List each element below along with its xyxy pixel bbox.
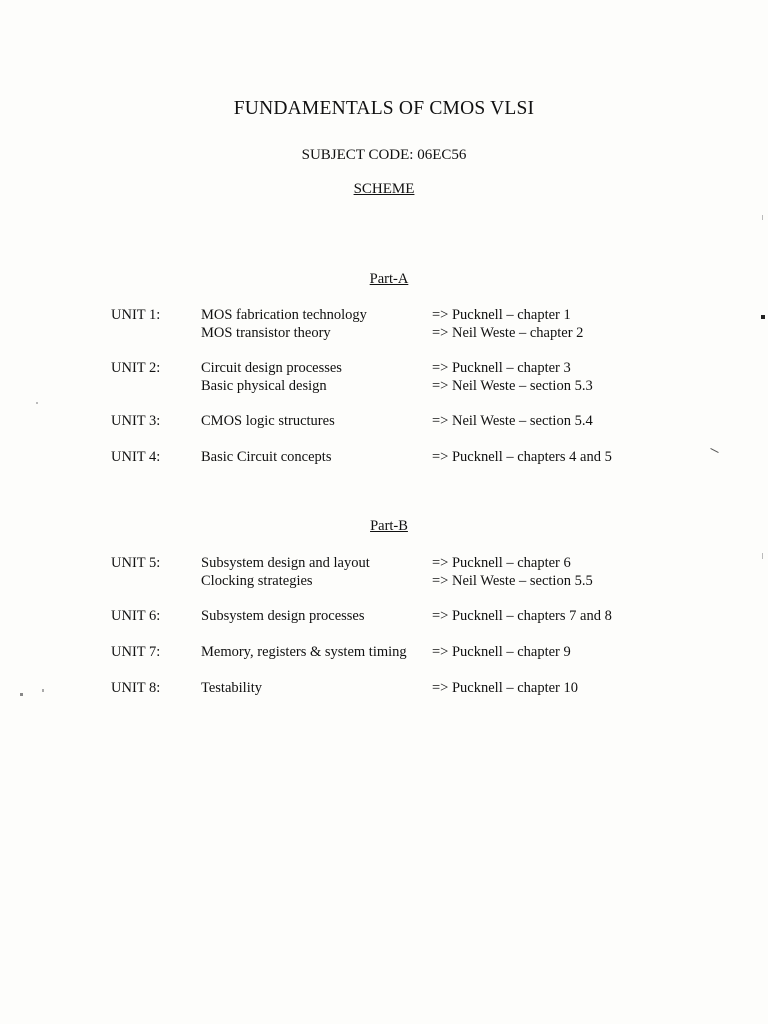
topic-line: CMOS logic structures xyxy=(201,413,335,429)
unit-topics xyxy=(201,359,342,395)
scan-speck xyxy=(762,215,763,220)
unit-topics xyxy=(201,448,331,466)
reference-line: => Pucknell – chapter 9 xyxy=(432,644,571,660)
unit-references xyxy=(432,306,583,342)
reference-line: => Neil Weste – section 5.3 xyxy=(432,378,593,394)
reference-line: => Pucknell – chapter 6 xyxy=(432,555,571,571)
topic-line: Basic Circuit concepts xyxy=(201,449,332,465)
reference-line: => Neil Weste – section 5.4 xyxy=(432,413,593,429)
unit-label: UNIT 8: xyxy=(111,680,161,696)
reference-line: => Pucknell – chapter 1 xyxy=(432,307,571,323)
unit-topics xyxy=(201,412,335,430)
subject-code: SUBJECT CODE: 06EC56 xyxy=(301,147,467,163)
scan-speck xyxy=(761,315,765,319)
scan-speck xyxy=(762,553,763,559)
unit-references xyxy=(432,679,578,697)
reference-line: => Pucknell – chapter 3 xyxy=(432,360,571,376)
topic-line: Circuit design processes xyxy=(201,360,342,376)
unit-label: UNIT 6: xyxy=(111,608,161,624)
scan-speck xyxy=(42,689,44,692)
topic-line: Clocking strategies xyxy=(201,573,313,589)
unit-references xyxy=(432,643,571,661)
unit-topics xyxy=(201,643,407,661)
part-b-heading xyxy=(0,518,768,535)
unit-references xyxy=(432,359,593,395)
unit-label: UNIT 2: xyxy=(111,360,161,376)
document-title: FUNDAMENTALS OF CMOS VLSI xyxy=(233,98,535,119)
topic-line: Memory, registers & system timing xyxy=(201,644,407,660)
part-b-label: Part-B xyxy=(370,518,408,534)
unit-references xyxy=(432,412,593,430)
unit-label: UNIT 4: xyxy=(111,449,161,465)
reference-line: => Pucknell – chapters 4 and 5 xyxy=(432,449,612,465)
unit-label: UNIT 1: xyxy=(111,307,161,323)
scan-speck xyxy=(710,448,718,453)
unit-label: UNIT 3: xyxy=(111,413,161,429)
topic-line: Subsystem design processes xyxy=(201,608,365,624)
unit-references xyxy=(432,554,593,590)
unit-references xyxy=(432,607,612,625)
reference-line: => Pucknell – chapter 10 xyxy=(432,680,579,696)
reference-line: => Neil Weste – chapter 2 xyxy=(432,325,584,341)
unit-topics xyxy=(201,306,367,342)
scheme-heading xyxy=(0,181,768,198)
unit-topics xyxy=(201,607,365,625)
topic-line: Testability xyxy=(201,680,263,696)
reference-line: => Neil Weste – section 5.5 xyxy=(432,573,593,589)
part-a-label: Part-A xyxy=(369,271,409,287)
unit-topics xyxy=(201,679,262,697)
unit-topics xyxy=(201,554,370,590)
topic-line: Basic physical design xyxy=(201,378,327,394)
unit-label: UNIT 5: xyxy=(111,555,161,571)
topic-line: Subsystem design and layout xyxy=(201,555,370,571)
scheme-label: SCHEME xyxy=(353,181,415,197)
unit-label: UNIT 7: xyxy=(111,644,161,660)
scan-speck xyxy=(20,693,23,696)
part-a-heading xyxy=(0,271,768,288)
topic-line: MOS transistor theory xyxy=(201,325,331,341)
scan-speck xyxy=(36,402,38,404)
unit-references xyxy=(432,448,612,466)
reference-line: => Pucknell – chapters 7 and 8 xyxy=(432,608,612,624)
topic-line: MOS fabrication technology xyxy=(201,307,367,323)
